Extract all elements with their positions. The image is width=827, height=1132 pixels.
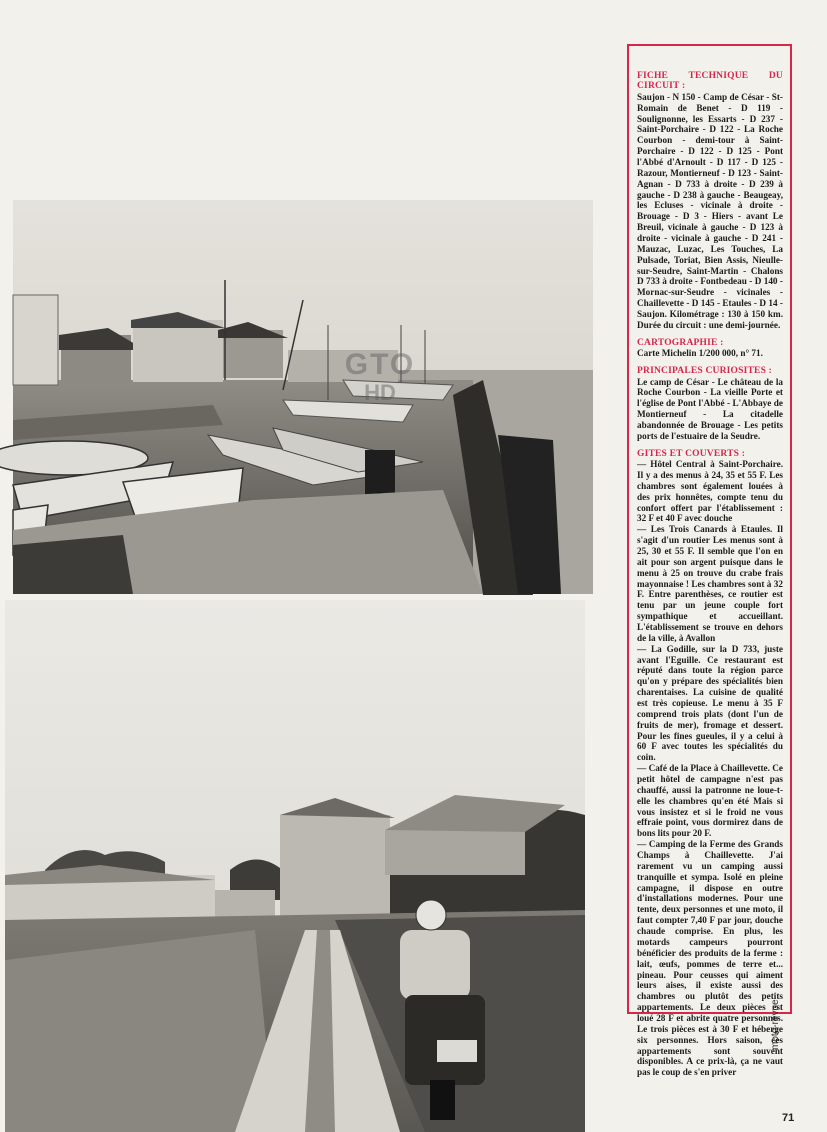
section-title: FICHE TECHNIQUE DU CIRCUIT :	[637, 71, 783, 92]
factsheet-section-cartographie	[637, 338, 783, 359]
section-text: — La Godille, sur la D 733, juste avant l'Eguille. Ce restaurant est réputé dans toute la région parce qu'on y prépare des spécialités bien charentaises. La cuisine de qualité est très copieuse. Le menu à 35 F comprend trois plats (dont l'un de fruits de mer), fromage et dessert. Pour les fines gueules, il y a celui à 60 F avec toutes les spécialités du coin.	[637, 643, 783, 763]
magazine-brand: moto-revue	[770, 999, 781, 1050]
section-title: CARTOGRAPHIE :	[637, 337, 724, 348]
section-text: — Hôtel Central à Saint-Porchaire. Il y a des menus à 24, 35 et 55 F. Les chambres sont également louées à des prix honnêtes, compte tenu du confort offert par l'établissement : 32 F et 40 F avec douche	[637, 459, 783, 524]
harbour-photo	[13, 200, 593, 594]
section-text: Le camp de César - Le château de la Roche Courbon - La vieille Porte et l'église de Pont l'Abbé - L'Abbaye de Montierneuf - La citadelle abandonnée de Brouage - Les petits ports de l'estuaire de la Seudre.	[637, 376, 783, 441]
section-text: Saujon - N 150 - Camp de César - St-Romain de Benet - D 119 - Soulignonne, les Essarts - D 237 - Saint-Porchaire - D 122 - La Roche Courbon - demi-tour à Saint-Porchaire - D 122 - D 125 - Pont l'Abbé d'Arnoult - D 117 - D 125 - Razour, Montierneuf - D 123 - Saint-Agnan - D 733 à droite - D 239 à gauche - D 238 à gauche - Beaugeay, les Ecluses - vicinale à droite - Brouage - D 3 - Hiers - avant Le Breuil, vicinale à gauche - D 123 à droite - vicinale à gauche - D 241 - Mauzac, Luzac, Les Touches, La Pulsade, Toriat, Bien Assis, Nieulle-sur-Seudre, Saint-Martin - Chalons D 733 à droite - Fontbedeau - D 140 - Mornac-sur-Seudre - vicinales - Chaillevette - D 145 - Etaules - D 14 - Saujon. Kilométrage : 130 à 150 km. Durée du circuit : une demi-journée.	[637, 91, 783, 330]
factsheet-section-curiosites	[637, 366, 783, 442]
factsheet-section-gites	[637, 449, 783, 1078]
page-number: 71	[782, 1112, 795, 1124]
section-title: PRINCIPALES CURIOSITES :	[637, 366, 773, 377]
watermark	[335, 350, 425, 404]
section-text: — Café de la Place à Chaillevette. Ce petit hôtel de campagne n'est pas chauffé, aussi la patronne ne loue-t-elle les chambres qu'en été Mais si vous insistez et si le froid ne vous effraie point, vous dormirez dans de bons lits pour 20 F.	[637, 763, 783, 839]
country-road-photo	[5, 600, 585, 1132]
section-text: — Camping de la Ferme des Grands Champs à Chaillevette. J'ai rarement vu un camping aussi tranquille et sympa. Isolé en pleine campagne, il dispose en outre d'installations modernes. Pour une tente, deux personnes et une moto, il faut compter 7,40 F par jour, douche chaude comprise. En plus, les motards campeurs pourront bénéficier des produits de la ferme : lait, œufs, pommes de terre et... pineau. Pour ceusses qui aiment leurs aises, il existe aussi des chambres ou plutôt des petits appartements. Le deux pièces est loué 28 F et abrite quatre personnes. Le trois pièces est à 30 F et héberge six personnes. Hors saison, ces appartements sont souvent disponibles. A ce prix-là, ça ne vaut pas le coup de s'en priver	[637, 839, 783, 1078]
section-title: GITES ET COUVERTS :	[637, 448, 746, 459]
watermark-main: GTO	[344, 348, 416, 381]
section-text: Carte Michelin 1/200 000, n° 71.	[637, 348, 763, 359]
watermark-sub: HD	[364, 380, 396, 405]
factsheet-section-circuit	[637, 71, 783, 331]
section-text: — Les Trois Canards à Etaules. Il s'agit d'un routier Les menus sont à 25, 30 et 55 F. Il semble que l'on en ait pour son argent puisque dans le menu à 25 on trouve du crabe frais mayonnaise ! Les chambres sont à 32 F. Entre parenthèses, ce routier est tenu par un jeune couple fort sympathique et accueillant. L'établissement se trouve en dehors de la ville, à Avallon	[637, 524, 783, 643]
